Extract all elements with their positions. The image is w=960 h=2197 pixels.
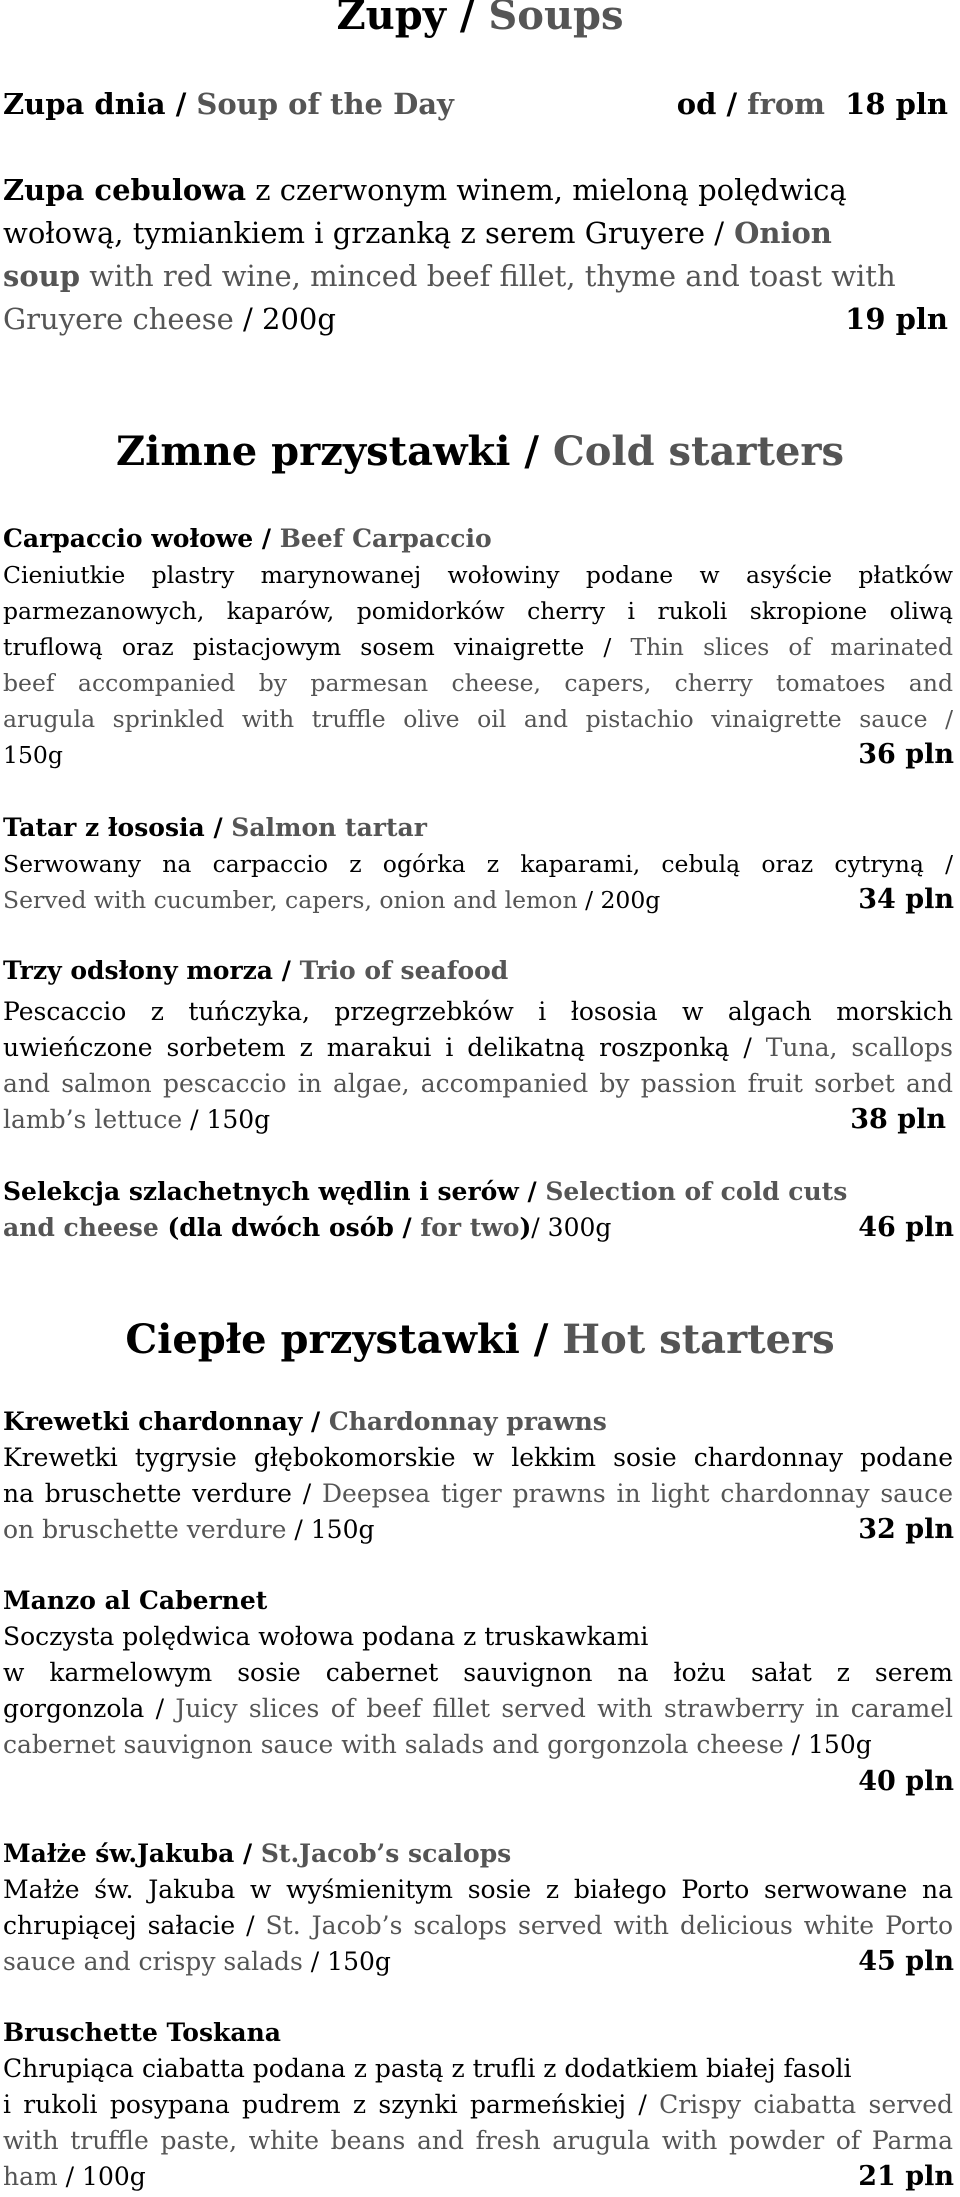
prawns-desc-3 xyxy=(3,1512,953,1548)
price-value: 18 pln xyxy=(845,87,948,121)
trio-desc-2 xyxy=(3,1030,953,1066)
item-name-pl: Krewetki chardonnay xyxy=(3,1407,303,1436)
prawns-title xyxy=(3,1404,607,1440)
description-en: Deepsea tiger prawns in light chardonnay sauce xyxy=(321,1479,953,1508)
selection-price: 46 pln xyxy=(858,1212,954,1243)
carpaccio-price: 36 pln xyxy=(858,739,954,770)
section-heading-cold-starters xyxy=(0,430,960,474)
description-en: with red wine, minced beef fillet, thyme and toast with xyxy=(80,259,896,293)
description-pl: gorgonzola / xyxy=(3,1694,176,1723)
item-name-pl: Carpaccio wołowe xyxy=(3,524,254,553)
description-en: Juicy slices of beef fillet served with strawberry in caramel xyxy=(175,1694,953,1723)
heading-pl: Ciepłe przystawki xyxy=(125,1316,520,1363)
heading-separator: / xyxy=(445,0,489,39)
trio-price: 38 pln xyxy=(850,1104,946,1135)
tatar-title xyxy=(3,810,427,846)
item-separator: / xyxy=(234,1839,261,1868)
bruschette-desc-3: with truffle paste, white beans and fresh arugula with powder of Parma xyxy=(3,2126,953,2155)
serving-note-pl: (dla dwóch osób / xyxy=(158,1213,421,1242)
section-heading-soups xyxy=(0,0,960,38)
item-name-en: Selection of cold cuts xyxy=(545,1177,848,1206)
trio-desc-4 xyxy=(3,1102,953,1138)
carpaccio-desc-5: arugula sprinkled with truffle olive oil and pistachio vinaigrette sauce / xyxy=(3,705,953,733)
bruschette-price: 21 pln xyxy=(858,2161,954,2192)
item-separator: / xyxy=(273,956,300,985)
onion-soup-line-3 xyxy=(3,258,953,294)
price-prefix-pl: od xyxy=(676,87,717,121)
carpaccio-desc-1: Cieniutkie plastry marynowanej wołowiny podane w asyście płatków xyxy=(3,561,953,589)
bruschette-desc-1: Chrupiąca ciabatta podana z pastą z trufli z dodatkiem białej fasoli xyxy=(3,2054,852,2083)
item-weight: / 200g xyxy=(233,302,336,336)
item-weight: / 150g xyxy=(182,1105,271,1134)
item-weight: / 100g xyxy=(57,2162,146,2191)
description-en: Tuna, scallops xyxy=(765,1033,953,1062)
serving-note-en: for two xyxy=(420,1213,520,1242)
onion-soup-line-2 xyxy=(3,215,953,251)
item-name-en: and cheese xyxy=(3,1213,159,1242)
manzo-desc-2: w karmelowym sosie cabernet sauvignon na łożu sałat z serem xyxy=(3,1658,953,1687)
item-separator: / xyxy=(302,1407,329,1436)
tatar-price: 34 pln xyxy=(858,884,954,915)
selection-title-2 xyxy=(3,1210,611,1246)
prawns-desc-1: Krewetki tygrysie głębokomorskie w lekkim sosie chardonnay podane xyxy=(3,1443,953,1472)
item-name-en: Soup of the Day xyxy=(196,87,454,121)
manzo-title: Manzo al Cabernet xyxy=(3,1586,268,1615)
item-name-en: soup xyxy=(3,259,81,293)
item-name-en: Onion xyxy=(724,216,832,250)
heading-en: Cold starters xyxy=(552,428,845,475)
item-weight: / 150g xyxy=(302,1947,391,1976)
selection-title-1 xyxy=(3,1174,847,1210)
description-pl: na bruschette verdure / xyxy=(3,1479,322,1508)
bruschette-desc-2 xyxy=(3,2087,953,2123)
bruschette-title: Bruschette Toskana xyxy=(3,2018,281,2047)
item-name-pl: Selekcja szlachetnych wędlin i serów xyxy=(3,1177,519,1206)
soup-of-the-day-price xyxy=(677,86,948,122)
heading-separator: / xyxy=(519,1316,563,1363)
manzo-desc-4 xyxy=(3,1727,953,1763)
heading-en: Soups xyxy=(488,0,624,39)
serving-note-end: ) xyxy=(519,1213,532,1242)
manzo-price: 40 pln xyxy=(858,1766,954,1797)
prawns-desc-2 xyxy=(3,1476,953,1512)
item-name-pl: Trzy odsłony morza xyxy=(3,956,274,985)
heading-separator: / xyxy=(510,428,553,475)
heading-en: Hot starters xyxy=(562,1316,835,1363)
item-name-pl: Zupa cebulowa xyxy=(3,173,247,207)
description-pl: truflową oraz pistacjowym sosem vinaigrette / xyxy=(3,633,631,661)
manzo-desc-3 xyxy=(3,1691,953,1727)
price-separator: / xyxy=(716,87,748,121)
item-name-pl: Zupa dnia xyxy=(3,87,166,121)
trio-title xyxy=(3,953,508,989)
item-name-pl: Tatar z łososia xyxy=(3,813,205,842)
carpaccio-weight: 150g xyxy=(3,741,63,769)
scallops-desc-1: Małże św. Jakuba w wyśmienitym sosie z białego Porto serwowane na xyxy=(3,1875,953,1904)
section-heading-hot-starters xyxy=(0,1318,960,1362)
item-name-en: Beef Carpaccio xyxy=(279,524,492,553)
trio-desc-3: and salmon pescaccio in algae, accompanied by passion fruit sorbet and xyxy=(3,1069,953,1098)
tatar-desc-1: Serwowany na carpaccio z ogórka z kaparami, cebulą oraz cytryną / xyxy=(3,850,953,878)
scallops-desc-3 xyxy=(3,1944,953,1980)
heading-pl: Zimne przystawki xyxy=(115,428,511,475)
description-en: cabernet sauvignon sauce with salads and gorgonzola cheese xyxy=(3,1730,784,1759)
description-en: sauce and crispy salads xyxy=(3,1947,303,1976)
item-separator: / xyxy=(165,87,197,121)
description-en: ham xyxy=(3,2162,58,2191)
item-name-en: St.Jacob’s scalops xyxy=(260,1839,512,1868)
description-en: Served with cucumber, capers, onion and lemon xyxy=(3,886,578,914)
price-prefix-en: from xyxy=(747,87,825,121)
description-en: Thin slices of marinated xyxy=(630,633,953,661)
description-en: Crispy ciabatta served xyxy=(659,2090,953,2119)
description-pl: i rukoli posypana pudrem z szynki parmeńskiej / xyxy=(3,2090,660,2119)
manzo-desc-1: Soczysta polędwica wołowa podana z truskawkami xyxy=(3,1622,649,1651)
trio-desc-1: Pescaccio z tuńczyka, przegrzebków i łososia w algach morskich xyxy=(3,997,953,1026)
item-name-pl: Małże św.Jakuba xyxy=(3,1839,235,1868)
description-en: lamb’s lettuce xyxy=(3,1105,183,1134)
description-pl: chrupiącej sałacie / xyxy=(3,1911,266,1940)
scallops-price: 45 pln xyxy=(858,1946,954,1977)
item-name-en: Trio of seafood xyxy=(299,956,509,985)
onion-soup-line-4 xyxy=(3,301,953,337)
carpaccio-desc-3 xyxy=(3,629,953,665)
description-pl: uwieńczone sorbetem z marakui i delikatną roszponką / xyxy=(3,1033,766,1062)
scallops-desc-2 xyxy=(3,1908,953,1944)
carpaccio-title xyxy=(3,521,492,557)
description-en: on bruschette verdure xyxy=(3,1515,287,1544)
item-weight: / 300g xyxy=(531,1213,612,1242)
scallops-title xyxy=(3,1836,511,1872)
bruschette-desc-4 xyxy=(3,2159,953,2195)
prawns-price: 32 pln xyxy=(858,1514,954,1545)
description-pl: z czerwonym winem, mieloną polędwicą xyxy=(246,173,847,207)
item-weight: / 150g xyxy=(783,1730,872,1759)
item-weight: / 150g xyxy=(286,1515,375,1544)
item-separator: / xyxy=(518,1177,546,1206)
item-weight: / 200g xyxy=(577,886,661,914)
description-pl: wołową, tymiankiem i grzanką z serem Gruyere / xyxy=(3,216,724,250)
description-en: St. Jacob’s scalops served with delicious white Porto xyxy=(265,1911,953,1940)
onion-soup-line-1 xyxy=(3,172,953,208)
item-name-en: Chardonnay prawns xyxy=(328,1407,607,1436)
item-separator: / xyxy=(253,524,280,553)
onion-soup-price: 19 pln xyxy=(845,302,948,336)
carpaccio-desc-4: beef accompanied by parmesan cheese, capers, cherry tomatoes and xyxy=(3,669,953,697)
description-en: Gruyere cheese xyxy=(3,302,234,336)
item-name-en: Salmon tartar xyxy=(231,813,427,842)
item-separator: / xyxy=(204,813,232,842)
carpaccio-desc-2: parmezanowych, kaparów, pomidorków cherry i rukoli skropione oliwą xyxy=(3,597,953,625)
heading-pl: Zupy xyxy=(336,0,446,39)
tatar-desc-2 xyxy=(3,882,953,918)
